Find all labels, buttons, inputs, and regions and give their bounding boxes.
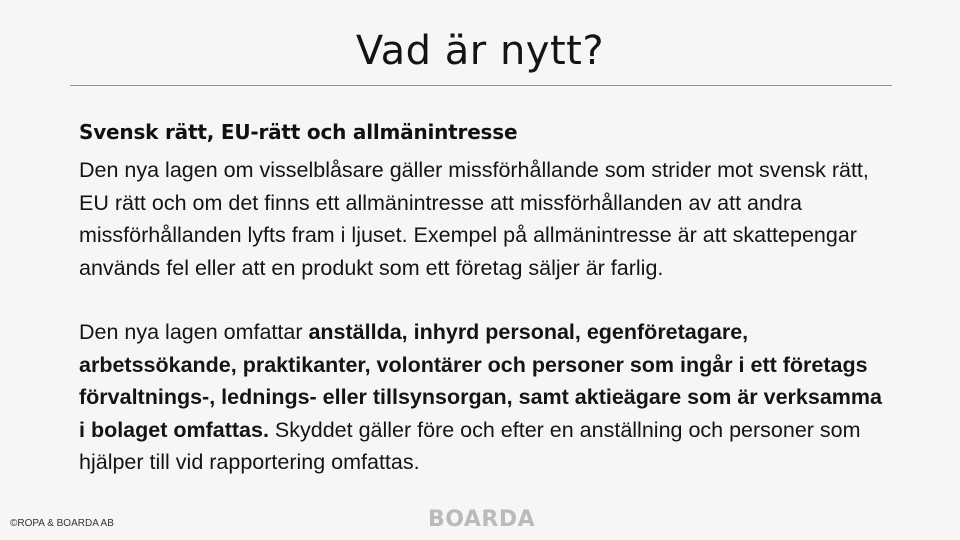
title-divider — [70, 85, 892, 86]
slide-content — [79, 120, 891, 479]
section-heading: Svensk rätt, EU-rätt och allmänintresse — [79, 120, 518, 144]
boarda-logo: BOARDA — [428, 507, 536, 532]
paragraph-who-is-covered — [79, 316, 891, 479]
footer-copyright: ©ROPA & BOARDA AB — [10, 518, 114, 529]
paragraph-intro-text: Den nya lagen omfattar — [79, 320, 309, 344]
paragraph-bold-text: anställda, inhyrd personal, egenföretagare, arbetssökande, praktikanter, volontärer och personer som ingår i ett företags förvaltnings-, lednings- eller tillsynsorgan, samt aktieägare som är verksamma i bolaget omfattas. — [79, 320, 882, 442]
slide-title: Vad är nytt? — [355, 28, 605, 74]
paragraph-scope: Den nya lagen om visselblåsare gäller missförhållande som strider mot svensk rätt, EU rätt och om det finns ett allmänintresse att missförhållanden av att andra missförhållanden lyfts fram i ljuset. Exempel på allmänintresse är att skattepengar används fel eller att en produkt som ett företag säljer är farlig. — [79, 158, 869, 280]
paragraph-outro-text: Skyddet gäller före och efter en anställning och personer som hjälper till vid rapportering omfattas. — [79, 417, 861, 474]
